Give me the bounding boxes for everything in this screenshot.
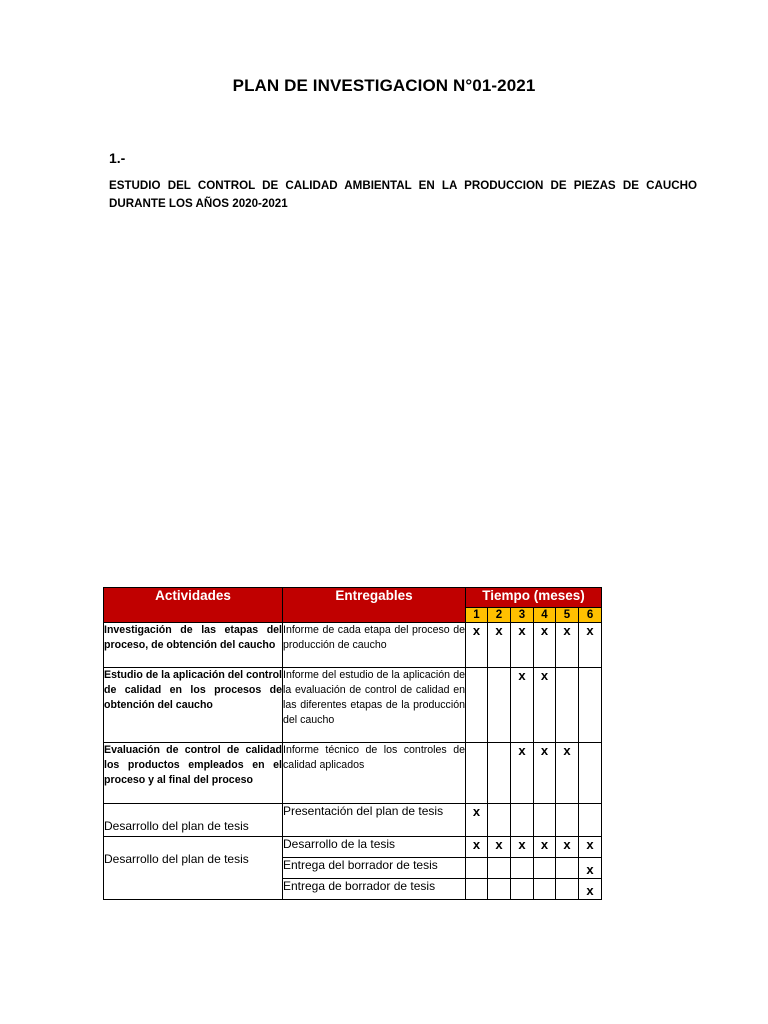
header-row <box>104 588 602 608</box>
mark-cell <box>488 879 511 900</box>
mark-cell: x <box>466 804 488 837</box>
mark-cell <box>534 804 556 837</box>
deliverable-cell: Informe de cada etapa del proceso de producción de caucho <box>283 623 466 668</box>
month-5: 5 <box>556 608 579 623</box>
mark-cell <box>534 858 556 879</box>
deliverable-cell: Informe técnico de los controles de calidad aplicados <box>283 743 466 804</box>
mark-cell <box>466 668 488 743</box>
header-time: Tiempo (meses) <box>466 588 602 608</box>
mark-cell <box>466 858 488 879</box>
mark-cell: x <box>579 837 602 858</box>
mark-cell <box>511 879 534 900</box>
mark-cell: x <box>534 623 556 668</box>
research-subtitle: ESTUDIO DEL CONTROL DE CALIDAD AMBIENTAL EN LA PRODUCCION DE PIEZAS DE CAUCHO DURANTE LOS AÑOS 2020-2021 <box>109 179 697 210</box>
header-activities: Actividades <box>104 588 283 623</box>
activity-cell: Desarrollo del plan de tesis <box>104 804 283 837</box>
mark-cell: x <box>511 743 534 804</box>
mark-cell <box>579 804 602 837</box>
mark-cell <box>556 668 579 743</box>
table-row <box>104 623 602 668</box>
mark-cell: x <box>556 837 579 858</box>
mark-cell: x <box>466 837 488 858</box>
deliverable-cell: Desarrollo de la tesis <box>283 837 466 858</box>
mark-cell: x <box>511 623 534 668</box>
activity-cell: Evaluación de control de calidad los productos empleados en el proceso y al final del proceso <box>104 743 283 804</box>
table-row <box>104 743 602 804</box>
mark-cell <box>466 743 488 804</box>
mark-cell <box>511 804 534 837</box>
mark-cell: x <box>466 623 488 668</box>
month-2: 2 <box>488 608 511 623</box>
mark-cell <box>579 743 602 804</box>
activity-cell: Estudio de la aplicación del control de calidad en los procesos de obtención del caucho <box>104 668 283 743</box>
mark-cell: x <box>534 837 556 858</box>
month-3: 3 <box>511 608 534 623</box>
mark-cell <box>488 668 511 743</box>
deliverable-cell: Entrega de borrador de tesis <box>283 879 466 900</box>
mark-cell: x <box>488 623 511 668</box>
schedule-table <box>103 587 602 900</box>
month-4: 4 <box>534 608 556 623</box>
document-title: PLAN DE INVESTIGACION N°01-2021 <box>232 76 536 95</box>
deliverable-cell: Informe del estudio de la aplicación de la evaluación de control de calidad en las diferentes etapas de la producción del caucho <box>283 668 466 743</box>
mark-cell: x <box>556 623 579 668</box>
table-row <box>104 804 602 837</box>
mark-cell <box>556 804 579 837</box>
month-6: 6 <box>579 608 602 623</box>
mark-cell: x <box>488 837 511 858</box>
mark-cell <box>511 858 534 879</box>
mark-cell: x <box>511 668 534 743</box>
mark-cell <box>579 668 602 743</box>
mark-cell: x <box>534 668 556 743</box>
section-number: 1.- <box>109 150 126 166</box>
table-row <box>104 668 602 743</box>
mark-cell <box>534 879 556 900</box>
table-row <box>104 837 602 858</box>
mark-cell <box>488 858 511 879</box>
mark-cell: x <box>556 743 579 804</box>
activity-cell: Desarrollo del plan de tesis <box>104 837 283 900</box>
mark-cell: x <box>579 623 602 668</box>
mark-cell <box>556 858 579 879</box>
mark-cell: x <box>534 743 556 804</box>
deliverable-cell: Entrega del borrador de tesis <box>283 858 466 879</box>
mark-cell <box>466 879 488 900</box>
header-deliverables: Entregables <box>283 588 466 623</box>
month-1: 1 <box>466 608 488 623</box>
mark-cell <box>488 743 511 804</box>
mark-cell <box>556 879 579 900</box>
mark-cell: x <box>579 858 602 879</box>
deliverable-cell: Presentación del plan de tesis <box>283 804 466 837</box>
mark-cell <box>488 804 511 837</box>
activity-cell: Investigación de las etapas del proceso, de obtención del caucho <box>104 623 283 668</box>
mark-cell: x <box>579 879 602 900</box>
mark-cell: x <box>511 837 534 858</box>
